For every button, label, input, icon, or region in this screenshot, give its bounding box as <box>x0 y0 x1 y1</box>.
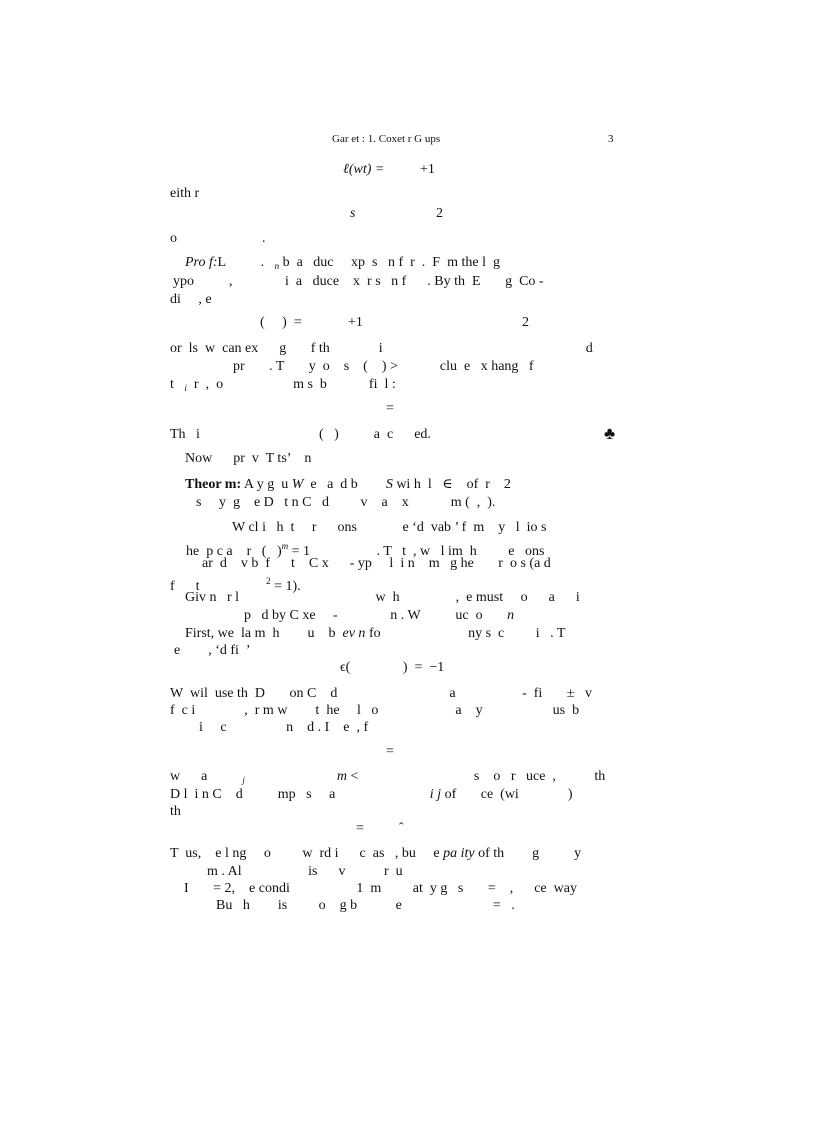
text-line: First, we la m h u b ev n fo ny s c i . T <box>185 626 566 641</box>
theorem-line-2: s y g e D t n C d v a x m ( , ). <box>196 495 496 510</box>
text-line: D l i n C d mp s a i j of ce (wi ) <box>170 787 573 802</box>
equation-7: = ˆ <box>356 821 404 836</box>
page-number: 3 <box>608 133 614 145</box>
text-line: W wil use th D on C d a - fi ± v <box>170 686 592 701</box>
text-line: or ls w can ex g f th i d <box>170 341 593 356</box>
proof-label: Pro f: <box>185 255 218 270</box>
text-line: T us, e l ng o w rd i c as , bu e pa ity of th g y <box>170 846 582 861</box>
text-line: Th i ( ) a c ed. <box>170 427 431 442</box>
text-line: e , ‘d fi ’ <box>174 643 251 658</box>
text-line: pr . T y o s ( ) > clu e x hang f <box>233 359 534 374</box>
proof-line-1: Pro f:L . $_n$ b a duc xp s n f r . F m the l g <box>185 255 500 271</box>
text-line: t $_i$ r , o m s b fi l : <box>170 377 396 393</box>
text-line: th <box>170 804 181 819</box>
text-line: Now pr v T ts’ n <box>185 451 312 466</box>
equation-3-b: +1 <box>348 315 363 330</box>
text-line: f c i , r m w t he l o a y us b <box>170 703 580 718</box>
equation-1-lhs: ℓ(wt) = <box>343 162 385 177</box>
proof-line-2: ypo , i a duce x r s n f . By th E g Co - <box>173 274 544 289</box>
text-line: p d by C xe - n . W uc o n <box>244 608 515 623</box>
theorem-label: Theor m: <box>185 477 242 492</box>
text-line: I = 2, e condi 1 m at y g s = , ce way <box>184 881 577 896</box>
equation-5: ϵ( ) = −1 <box>340 660 445 675</box>
text-line: eith r <box>170 186 200 201</box>
text-line: f t $^2$ = 1). <box>170 576 301 594</box>
proof-line-3: di , e <box>170 292 212 307</box>
equation-6: = <box>386 744 394 759</box>
running-title: Gar et : 1. Coxet r G ups <box>332 133 441 145</box>
equation-3-c: 2 <box>522 315 529 330</box>
equation-2-b: 2 <box>436 206 443 221</box>
text-line: i c n d . I e , f <box>199 720 369 735</box>
equation-2-a: s <box>350 206 356 221</box>
equation-3-a: ( ) = <box>260 315 302 330</box>
text-line: W cl i h t r ons e ‘d vab ’ f m y l io s <box>232 520 547 535</box>
text-line: m . Al is v r u <box>207 864 403 879</box>
theorem-line-1: Theor m: A y g u W e a d b S wi h l ∈ of r 2 <box>185 477 511 492</box>
text-line: Giv n r l w h , e must o a i <box>185 590 580 605</box>
equation-4: = <box>386 401 394 416</box>
club-icon: ♣ <box>604 424 616 443</box>
text-line: o <box>170 231 177 246</box>
text-line: Bu h is o g b e = . <box>216 898 515 913</box>
text-line: . <box>262 231 266 246</box>
equation-1-rhs: +1 <box>420 162 435 177</box>
text-line: w a $_j$ m < s o r uce , th <box>170 769 606 785</box>
text-line: he p c a r ( )$^m$ = 1 . T t , w l im h e ons <box>186 541 545 559</box>
text-line: ar d v b f t C x - yp l i n m g he r o s (a d <box>202 556 551 571</box>
